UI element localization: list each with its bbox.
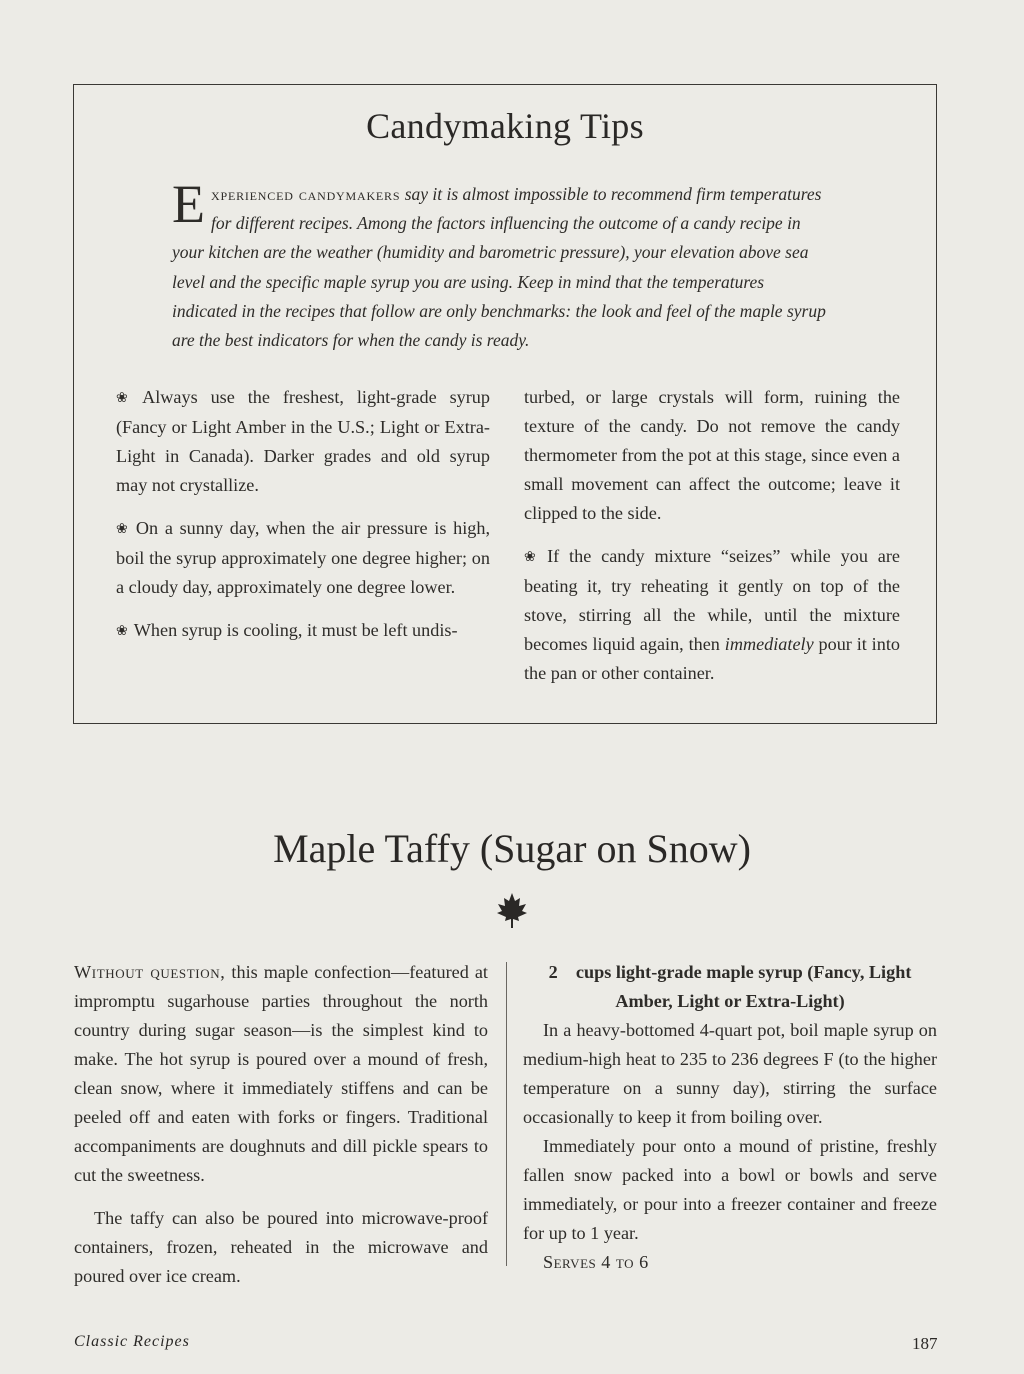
method-step: In a heavy-bottomed 4-quart pot, boil maple syrup on medium-high heat to 235 to 236 degrees F (to the higher temperature on a sunny day), stirring the surface occasionally to keep it from boiling over. [523,1020,937,1127]
drop-cap: E [172,174,205,234]
intro-text: say it is almost impossible to recommend firm temperatures for different recipes. Among the factors influencing the outcome of a candy recipe in your kitchen are the weather (humidity and barometric pressure), your elevation above sea level and the specific maple syrup you are using. Keep in mind that the temperatures indicated in the recipes that follow are only benchmarks: the look and feel of the maple syrup are the best indicators for when the candy is ready. [172,184,826,351]
method-step: Immediately pour onto a mound of pristine, freshly fallen snow packed into a bowl or bowls and serve immediately, or pour into a freezer container and freeze for up to 1 year. [523,1136,937,1243]
recipe-intro-column [74,958,488,1291]
candymaking-tips-box [73,84,937,724]
recipe-intro-text: this maple confection—featured at impromptu sugarhouse parties throughout the north country during sugar season—is the simplest kind to make. The hot syrup is poured over a mound of fresh, clean snow, where it immediately stiffens and can be peeled off and eaten with forks or fingers. Traditional accompaniments are doughnuts and dill pickle spears to cut the sweetness. [74,962,488,1185]
column-divider [506,962,507,1266]
serves: Serves 4 to 6 [543,1252,649,1272]
tip-text: On a sunny day, when the air pressure is high, boil the syrup approximately one degree higher; on a cloudy day, approximately one degree lower. [116,518,490,597]
tip-item [116,616,490,646]
recipe-intro-para2: The taffy can also be poured into microwave-proof containers, frozen, reheated in the microwave and poured over ice cream. [74,1208,488,1286]
recipe-intro-lead: Without question, [74,962,226,982]
recipe-intro [74,958,488,1190]
tip-item [116,383,490,500]
tip-item [116,514,490,602]
tip-text: pour it into the pan or other container. [524,634,900,683]
maple-leaf-icon: ❀ [524,550,542,565]
maple-leaf-icon: ❀ [116,522,130,537]
tip-text: If the candy mixture “seizes” while you are beating it, try reheating it gently on top of the stove, stirring all the while, until the mixture becomes liquid again, then [524,546,900,654]
recipe-method-column [523,958,937,1277]
intro-lead: xperienced candymakers [211,184,401,204]
tip-emphasis: immediately [724,634,814,654]
tips-intro [172,174,832,355]
tip-continuation: turbed, or large crystals will form, ruining the texture of the candy. Do not remove the candy thermometer from the pot at this stage, since even a small movement can affect the outcome; leave it clipped to the side. [524,387,900,523]
maple-leaf-icon: ❀ [116,391,137,406]
tips-title: Candymaking Tips [366,106,644,146]
page-number: 187 [912,1334,938,1353]
maple-leaf-icon: ❀ [116,624,128,639]
tips-right-column [524,383,900,688]
maple-leaf-icon [492,890,532,930]
recipe-title: Maple Taffy (Sugar on Snow) [273,826,751,871]
tip-text: Always use the freshest, light-grade syrup (Fancy or Light Amber in the U.S.; Light or Extra-Light in Canada). Darker grades and old syrup may not crystallize. [116,387,490,495]
tip-item [524,542,900,688]
tips-left-column [116,383,490,646]
ingredient: 2 cups light-grade maple syrup (Fancy, Light Amber, Light or Extra-Light) [548,962,915,1011]
section-footer: Classic Recipes [74,1333,190,1350]
tip-text: When syrup is cooling, it must be left undis- [133,620,458,640]
